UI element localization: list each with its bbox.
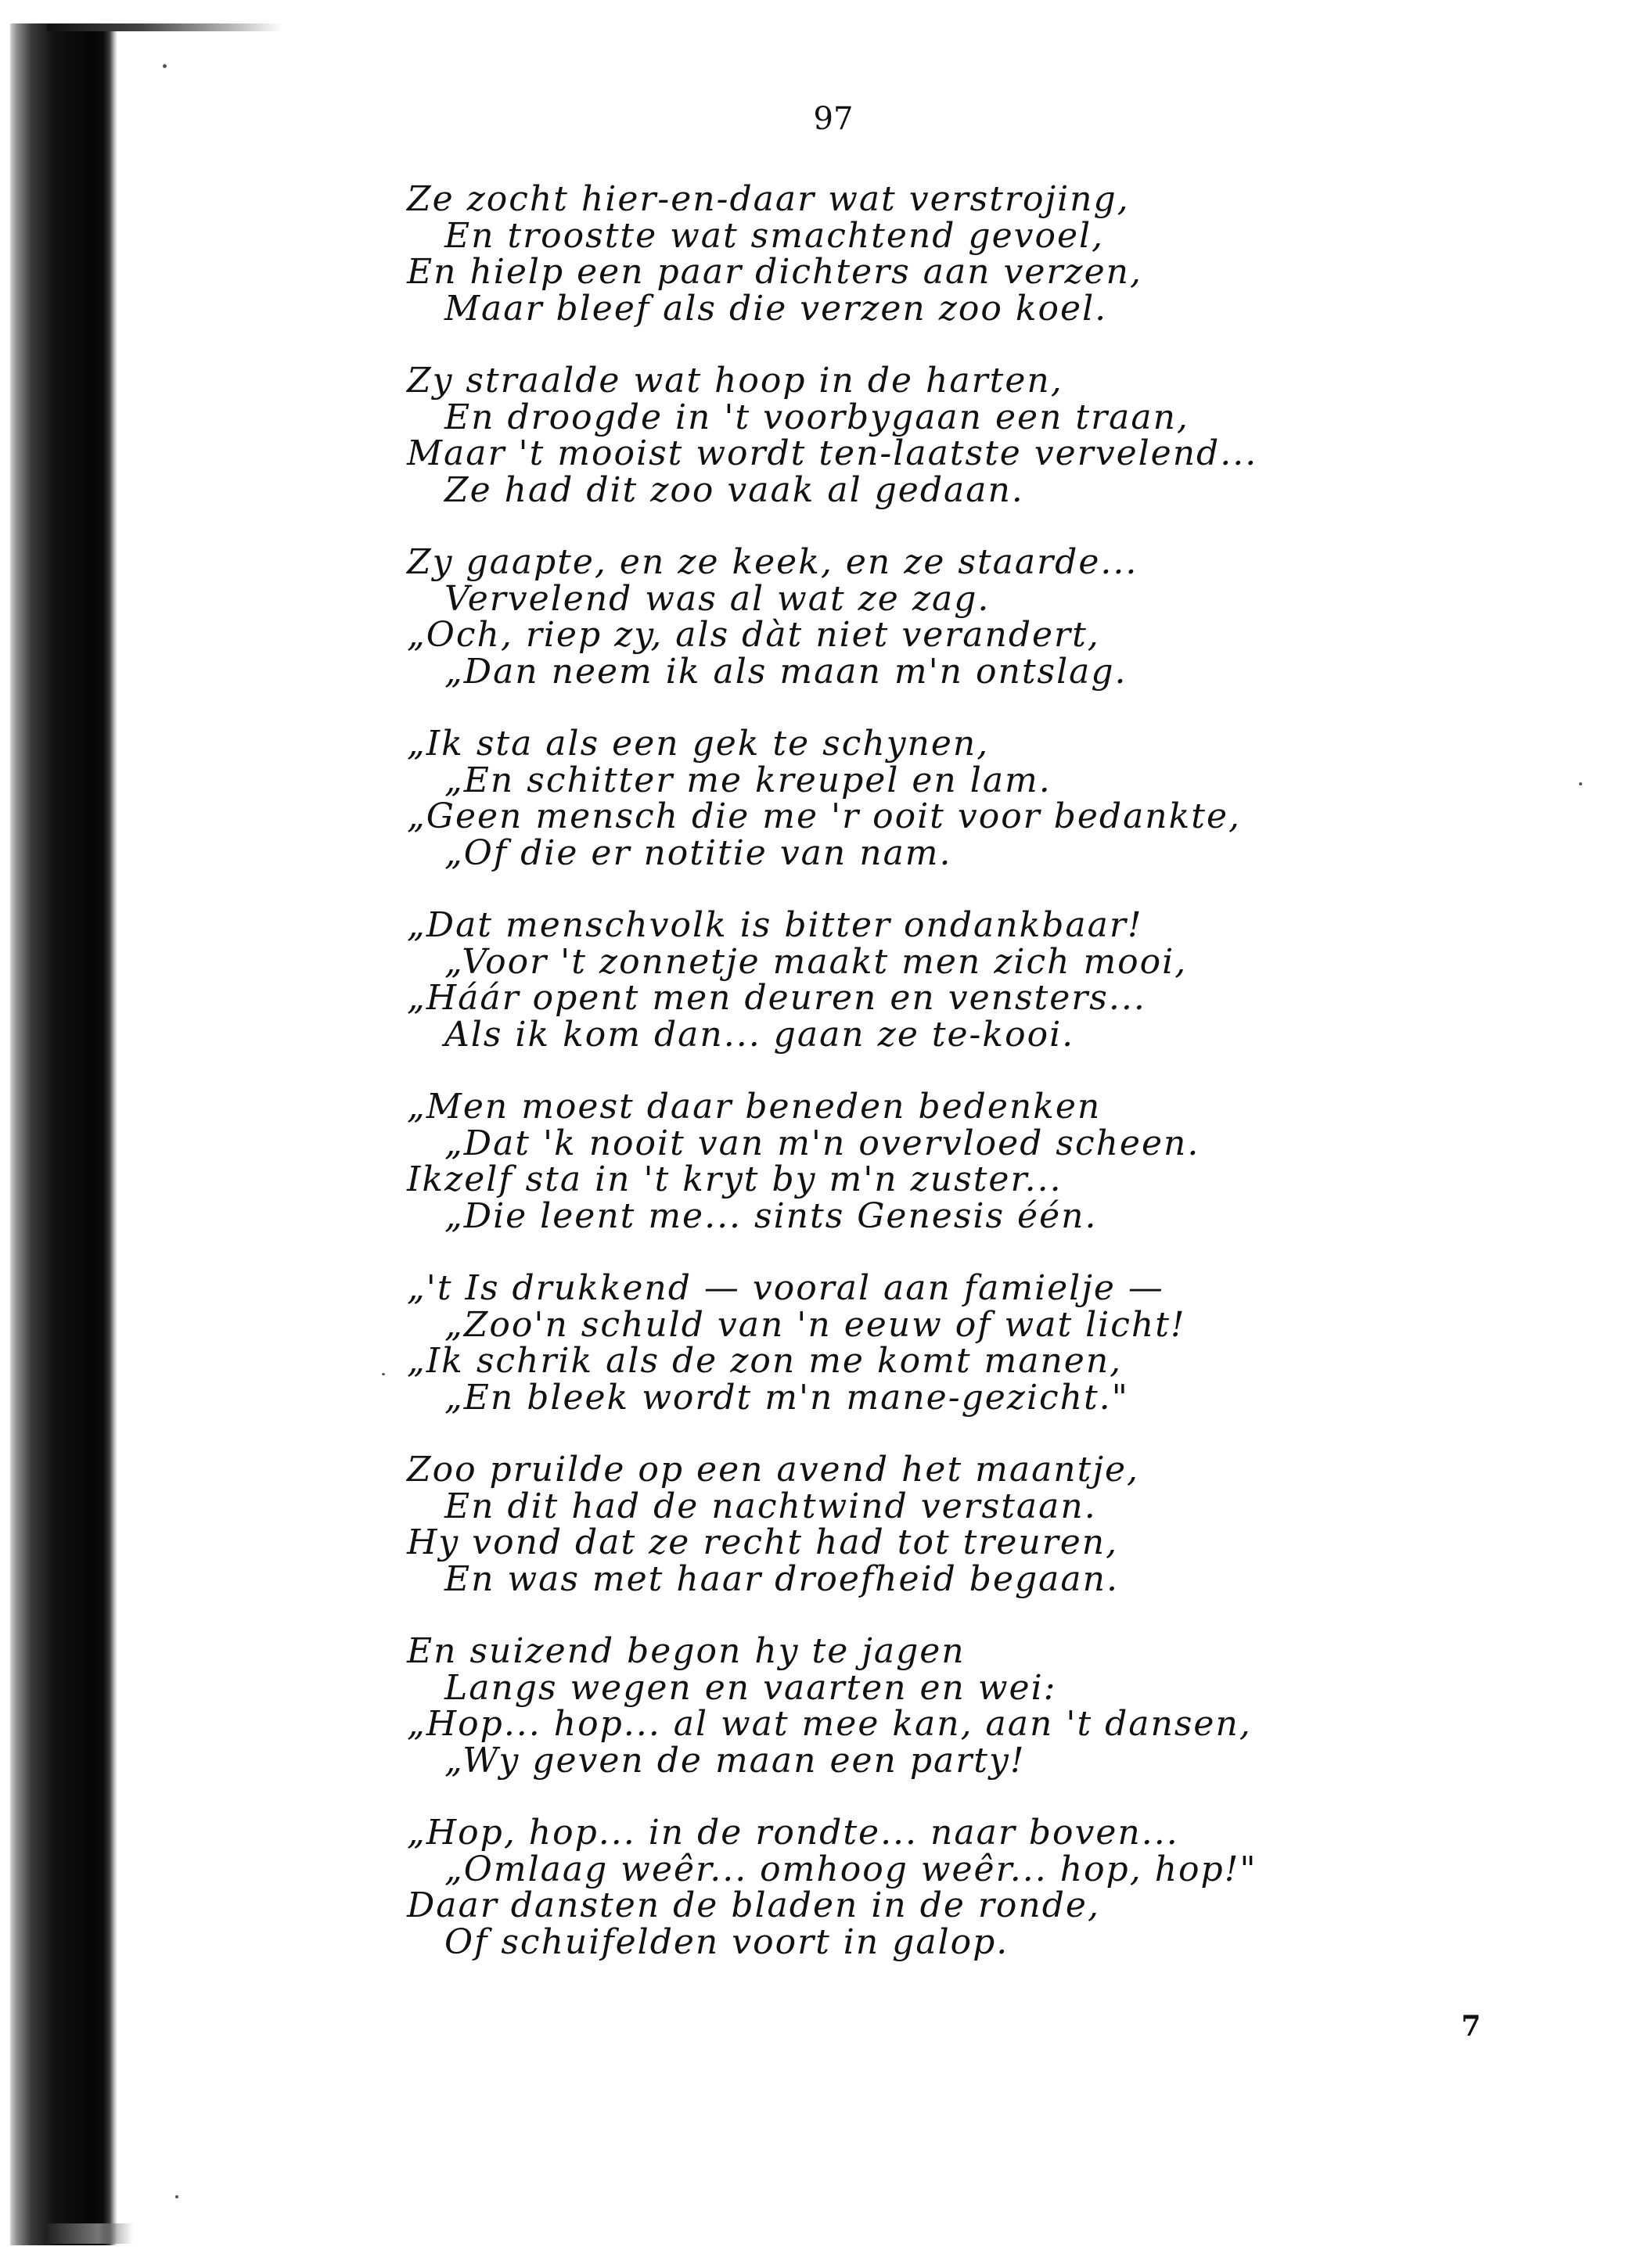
scan-speck	[382, 1373, 385, 1375]
stanza-2	[407, 363, 1455, 509]
poem-line: En hielp een paar dichters aan verzen,	[407, 252, 1142, 292]
poem-line: „En bleek wordt m'n mane-gezicht."	[444, 1377, 1129, 1418]
poem-line: Als ik kom dan... gaan ze te-kooi.	[444, 1014, 1075, 1055]
scan-speck	[163, 64, 167, 68]
poem-line: „Dat 'k nooit van m'n overvloed scheen.	[444, 1123, 1200, 1163]
stanza-8	[407, 1452, 1455, 1598]
poem-line: „Dat menschvolk is bitter ondankbaar!	[407, 905, 1143, 945]
poem-line: En was met haar droefheid begaan.	[444, 1558, 1119, 1599]
poem-text	[407, 179, 1455, 1997]
scan-speck	[175, 2195, 178, 2198]
poem-line: „Ik sta als een gek te schynen,	[407, 724, 990, 764]
page-number: 97	[813, 101, 854, 137]
signature-mark: 7	[1461, 2010, 1481, 2043]
poem-line: „'t Is drukkend — vooral aan famielje —	[407, 1268, 1164, 1308]
poem-line: Zoo pruilde op een avend het maantje,	[407, 1450, 1139, 1490]
stanza-4	[407, 726, 1455, 872]
stanza-1	[407, 179, 1455, 329]
book-binding-edge	[0, 23, 117, 2245]
poem-line: „En schitter me kreupel en lam.	[444, 760, 1052, 800]
poem-line: „Och, riep zy, als dàt niet verandert,	[407, 615, 1100, 655]
poem-line: En droogde in 't voorbygaan een traan,	[444, 397, 1189, 437]
poem-line: „Dan neem ik als maan m'n ontslag.	[444, 651, 1128, 692]
poem-line: Maar 't mooist wordt ten-laatste vervelend...	[407, 433, 1258, 473]
poem-line: „Zoo'n schuld van 'n eeuw of wat licht!	[444, 1304, 1186, 1345]
poem-line: „Of die er notitie van nam.	[444, 832, 952, 873]
poem-line: En troostte wat smachtend gevoel,	[444, 215, 1105, 256]
poem-line: Hy vond dat ze recht had tot treuren,	[407, 1522, 1119, 1562]
poem-line: Maar bleef als die verzen zoo koel.	[444, 288, 1108, 329]
binding-bottom-shadow	[47, 2223, 133, 2244]
poem-line: En dit had de nachtwind verstaan.	[444, 1486, 1097, 1526]
poem-line: „Hop, hop... in de rondte... naar boven...	[407, 1813, 1179, 1853]
poem-line: „Voor 't zonnetje maakt men zich mooi,	[444, 941, 1188, 982]
poem-line: „Geen mensch die me 'r ooit voor bedankte,	[407, 796, 1242, 836]
poem-line: Ze zocht hier-en-daar wat verstrojing,	[407, 179, 1130, 219]
poem-line: Ikzelf sta in 't kryt by m'n zuster...	[407, 1159, 1063, 1199]
poem-line: Vervelend was al wat ze zag.	[444, 578, 991, 619]
poem-line: Zy straalde wat hoop in de harten,	[407, 361, 1063, 401]
poem-line: „Háár opent men deuren en vensters...	[407, 978, 1146, 1018]
poem-line: „Hop... hop... al wat mee kan, aan 't dansen,	[407, 1704, 1252, 1744]
poem-line: „Die leent me... sints Genesis één.	[444, 1195, 1098, 1236]
poem-line: „Omlaag weêr... omhoog weêr... hop, hop!"	[444, 1849, 1257, 1889]
poem-line: „Men moest daar beneden bedenken	[407, 1087, 1102, 1127]
poem-line: Langs wegen en vaarten en wei:	[444, 1667, 1057, 1708]
poem-line: Daar dansten de bladen in de ronde,	[407, 1885, 1100, 1925]
poem-line: „Ik schrik als de zon me komt manen,	[407, 1341, 1123, 1381]
stanza-10	[407, 1815, 1455, 1961]
poem-line: En suizend begon hy te jagen	[407, 1631, 966, 1671]
stanza-3	[407, 542, 1455, 692]
poem-line: „Wy geven de maan een party!	[444, 1740, 1026, 1781]
poem-line: Zy gaapte, en ze keek, en ze staarde...	[407, 542, 1138, 582]
binding-top-shadow	[47, 23, 282, 31]
stanza-6	[407, 1089, 1455, 1235]
poem-line: Ze had dit zoo vaak al gedaan.	[444, 469, 1024, 510]
stanza-9	[407, 1631, 1455, 1781]
poem-line: Of schuifelden voort in galop.	[444, 1921, 1009, 1962]
stanza-5	[407, 905, 1455, 1055]
scan-speck	[1579, 782, 1582, 785]
stanza-7	[407, 1268, 1455, 1418]
